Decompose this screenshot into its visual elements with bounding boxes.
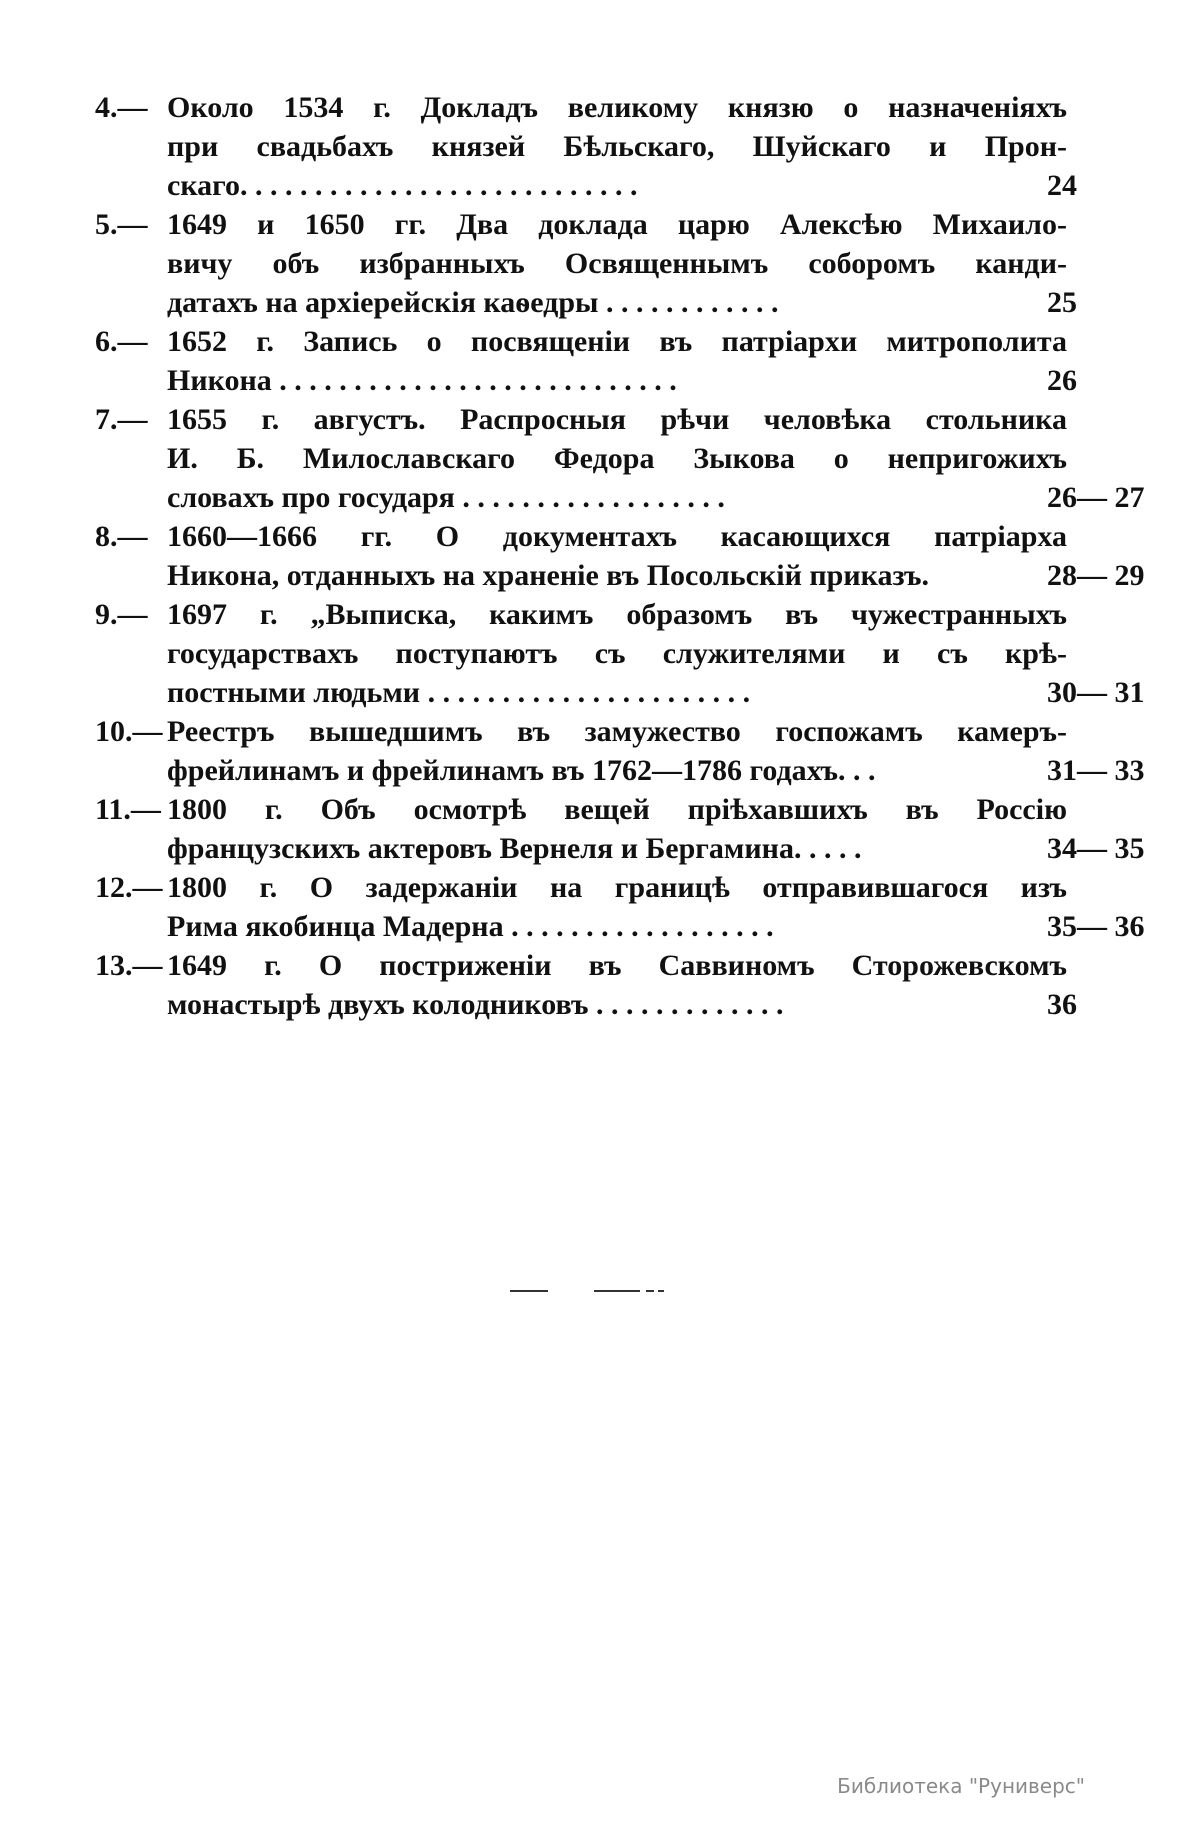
toc-entry-last-line — [167, 751, 1145, 790]
toc-entry-line: 1649 г. О постриженіи въ Саввиномъ Сторожевскомъ — [167, 949, 1067, 982]
toc-entry-text — [167, 205, 1077, 322]
toc-entry-line: 1660—1666 гг. О документахъ касающихся патріарха — [167, 520, 1067, 553]
library-watermark: Библиотека "Руниверс" — [837, 1774, 1085, 1798]
toc-entry-page-number: 25 — [1047, 286, 1077, 319]
toc-entry-number: 12.— — [95, 871, 163, 904]
toc-entry-text — [167, 517, 1145, 595]
toc-entry-leader-text: скаго. . . . . . . . . . . . . . . . . . . . . . . . . . . — [167, 169, 638, 202]
toc-entry-leader-text: Рима якобинца Мадерна . . . . . . . . . . . . . . . . . . — [167, 910, 774, 943]
toc-entry-line: 1697 г. „Выписка, какимъ образомъ въ чужестранныхъ — [167, 598, 1067, 631]
toc-entry-last-line — [167, 907, 1145, 946]
toc-entry-number: 6.— — [95, 325, 148, 358]
toc-entry-text — [167, 946, 1077, 1024]
toc-entry-last-line — [167, 478, 1145, 517]
toc-entry-number: 7.— — [95, 403, 148, 436]
toc-entry-line: при свадьбахъ князей Бѣльскаго, Шуйскаго и Прон- — [167, 130, 1067, 163]
toc-entry-leader-text: Никона, отданныхъ на храненіе въ Посольскій приказъ. — [167, 559, 929, 592]
toc-entry-page-number: 30— 31 — [1047, 676, 1145, 709]
toc-entry — [95, 790, 1145, 868]
toc-entry — [95, 88, 1115, 205]
toc-entry-last-line — [167, 985, 1077, 1024]
toc-entry — [95, 868, 1145, 946]
toc-entry — [95, 712, 1145, 790]
toc-entry-leader-text: постными людьми . . . . . . . . . . . . . . . . . . . . . . — [167, 676, 751, 709]
toc-entry-page-number: 28— 29 — [1047, 559, 1145, 592]
toc-entry-text — [167, 790, 1145, 868]
toc-entry-text — [167, 322, 1077, 400]
toc-entry-line: Около 1534 г. Докладъ великому князю о назначеніяхъ — [167, 91, 1067, 124]
toc-entry-number: 4.— — [95, 91, 148, 124]
toc-entry-line: 1800 г. Объ осмотрѣ вещей пріѣхавшихъ въ Россію — [167, 793, 1067, 826]
toc-entry-line: И. Б. Милославскаго Федора Зыкова о непригожихъ — [167, 442, 1067, 475]
divider-rule — [510, 1290, 680, 1292]
toc-entry-page-number: 31— 33 — [1047, 754, 1145, 787]
toc-entry — [95, 400, 1145, 517]
toc-entry-text — [167, 712, 1145, 790]
toc-entry-last-line — [167, 829, 1145, 868]
toc-entry-last-line — [167, 673, 1145, 712]
toc-entry-page-number: 26 — [1047, 364, 1077, 397]
toc-entry-line: 1800 г. О задержаніи на границѣ отправившагося изъ — [167, 871, 1067, 904]
toc-entry-last-line — [167, 361, 1077, 400]
toc-entry-line: Реестръ вышедшимъ въ замужество госпожамъ камеръ- — [167, 715, 1067, 748]
toc-entry-leader-text: фрейлинамъ и фрейлинамъ въ 1762—1786 годахъ. . . — [167, 754, 876, 787]
toc-entry-number: 10.— — [95, 715, 163, 748]
toc-entry-line: государствахъ поступаютъ съ служителями и съ крѣ- — [167, 637, 1067, 670]
toc-entry-page-number: 26— 27 — [1047, 481, 1145, 514]
toc-entry — [95, 322, 1115, 400]
toc-entry-number: 8.— — [95, 520, 148, 553]
toc-entry-leader-text: монастырѣ двухъ колодниковъ . . . . . . . . . . . . . — [167, 988, 784, 1021]
toc-entry-text — [167, 868, 1145, 946]
toc-entry-last-line — [167, 166, 1077, 205]
toc-entry-leader-text: датахъ на архіерейскія каѳедры . . . . . . . . . . . . — [167, 286, 779, 319]
toc-entry-number: 9.— — [95, 598, 148, 631]
toc-entry-text — [167, 88, 1077, 205]
toc-entry-text — [167, 400, 1145, 517]
toc-entry-leader-text: французскихъ актеровъ Вернеля и Бергамина. . . . . — [167, 832, 862, 865]
toc-entry — [95, 517, 1145, 595]
toc-entry-line: вичу объ избранныхъ Освященнымъ соборомъ канди- — [167, 247, 1067, 280]
toc-entry-page-number: 34— 35 — [1047, 832, 1145, 865]
toc-entry — [95, 205, 1115, 322]
toc-entry-number: 5.— — [95, 208, 148, 241]
toc-entry-last-line — [167, 283, 1077, 322]
toc-entry-page-number: 24 — [1047, 169, 1077, 202]
toc-entry-leader-text: Никона . . . . . . . . . . . . . . . . . . . . . . . . . . . — [167, 364, 677, 397]
toc-entry-leader-text: словахъ про государя . . . . . . . . . . . . . . . . . . — [167, 481, 725, 514]
toc-entry — [95, 946, 1115, 1024]
toc-entry-text — [167, 595, 1145, 712]
toc-entry — [95, 595, 1145, 712]
toc-entry-line: 1649 и 1650 гг. Два доклада царю Алексѣю Михаило- — [167, 208, 1067, 241]
toc-entry-line: 1652 г. Запись о посвященіи въ патріархи митрополита — [167, 325, 1067, 358]
toc-entry-page-number: 35— 36 — [1047, 910, 1145, 943]
table-of-contents — [95, 88, 1145, 1024]
toc-entry-line: 1655 г. августъ. Распросныя рѣчи человѣка стольника — [167, 403, 1067, 436]
toc-entry-page-number: 36 — [1047, 988, 1077, 1021]
toc-entry-number: 11.— — [95, 793, 161, 826]
toc-entry-number: 13.— — [95, 949, 163, 982]
toc-entry-last-line — [167, 556, 1145, 595]
